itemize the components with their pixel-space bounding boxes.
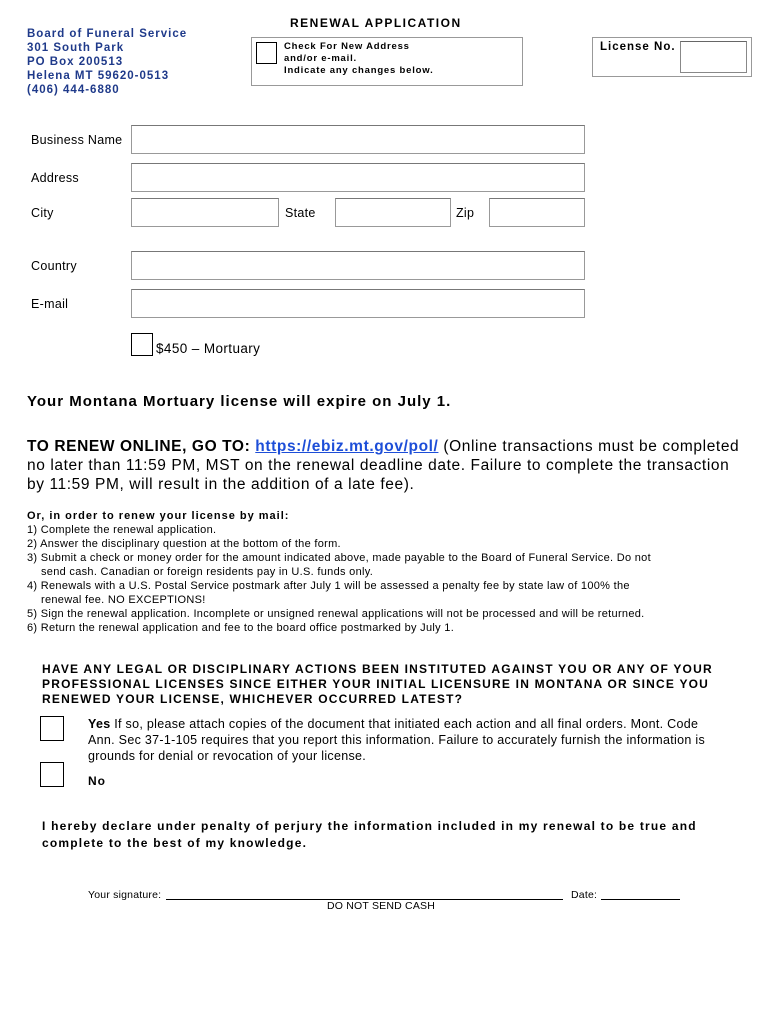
business-name-field[interactable] <box>131 125 585 154</box>
city-field[interactable] <box>131 198 279 227</box>
address-field[interactable] <box>131 163 585 192</box>
mail-step: 6) Return the renewal application and fee to the board office postmarked by July 1. <box>27 622 455 634</box>
mail-step: 4) Renewals with a U.S. Postal Service postmark after July 1 will be assessed a penalty fee by state law of 100% the <box>27 580 630 592</box>
email-field[interactable] <box>131 289 585 318</box>
fee-checkbox[interactable] <box>131 333 153 356</box>
state-field[interactable] <box>335 198 451 227</box>
board-address <box>27 27 187 97</box>
new-address-checkbox[interactable] <box>256 42 277 64</box>
mail-heading: Or, in order to renew your license by mail: <box>27 510 290 522</box>
disciplinary-question: HAVE ANY LEGAL OR DISCIPLINARY ACTIONS BEEN INSTITUTED AGAINST YOU OR ANY OF YOUR PROFESSIONAL LICENSES SINCE EITHER YOUR INITIAL LICENSURE IN MONTANA OR SINCE YOU RENEWED YOUR LICENSE, WHICHEVER OCCURRED LATEST? <box>42 662 713 706</box>
address-label: Address <box>31 171 79 185</box>
signature-line[interactable] <box>166 887 563 900</box>
date-line[interactable] <box>601 887 680 900</box>
board-city: Helena MT 59620-0513 <box>27 70 170 82</box>
email-label: E-mail <box>31 297 69 311</box>
no-label: No <box>88 774 106 788</box>
online-renewal-paragraph <box>27 437 747 494</box>
country-field[interactable] <box>131 251 585 280</box>
no-checkbox[interactable] <box>40 762 64 787</box>
board-name: Board of Funeral Service <box>27 28 188 40</box>
country-label: Country <box>31 259 77 273</box>
yes-checkbox[interactable] <box>40 716 64 741</box>
board-street: 301 South Park <box>27 42 125 54</box>
license-label: License No. <box>600 41 676 53</box>
yes-details: If so, please attach copies of the document that initiated each action and all final orders. Mont. Code Ann. Sec 37-1-105 requires that you report this information. Failure to accurately furnish the information is grounds for denial or revocation of your license. <box>88 717 706 763</box>
business-name-label: Business Name <box>31 133 123 147</box>
new-address-line2: and/or e-mail. <box>284 53 357 64</box>
online-renewal-link[interactable]: https://ebiz.mt.gov/pol/ <box>255 438 439 455</box>
mail-instructions <box>27 509 747 635</box>
board-phone: (406) 444-6880 <box>27 84 120 96</box>
signature-label: Your signature: <box>88 889 162 901</box>
mail-step: 2) Answer the disciplinary question at the bottom of the form. <box>27 538 341 550</box>
mail-step: 1) Complete the renewal application. <box>27 524 217 536</box>
yes-option-text <box>88 716 728 764</box>
footer-note: DO NOT SEND CASH <box>327 900 436 912</box>
mail-step: 3) Submit a check or money order for the amount indicated above, made payable to the Board of Funeral Service. Do not <box>27 552 651 564</box>
expire-notice: Your Montana Mortuary license will expire on July 1. <box>27 393 452 410</box>
zip-label: Zip <box>456 206 475 220</box>
zip-field[interactable] <box>489 198 585 227</box>
new-address-instructions <box>284 41 434 77</box>
online-details: (Online transactions must be completed no later than 11:59 PM, MST on the renewal deadline date. Failure to complete the transaction by 11:59 PM, will result in the addition of a late fee). <box>27 438 740 493</box>
board-po-box: PO Box 200513 <box>27 56 124 68</box>
mail-step: 5) Sign the renewal application. Incomplete or unsigned renewal applications will not be processed and will be returned. <box>27 608 645 620</box>
declaration: I hereby declare under penalty of perjury the information included in my renewal to be true and complete to the best of my knowledge. <box>42 819 697 850</box>
form-title: RENEWAL APPLICATION <box>290 16 462 30</box>
mail-step: send cash. Canadian or foreign residents pay in U.S. funds only. <box>41 566 374 578</box>
online-lead: TO RENEW ONLINE, GO TO: <box>27 438 251 455</box>
new-address-line1: Check For New Address <box>284 41 410 52</box>
fee-label: $450 – Mortuary <box>156 341 261 356</box>
yes-label: Yes <box>88 717 111 731</box>
city-label: City <box>31 206 54 220</box>
license-number-field[interactable] <box>680 41 747 73</box>
state-label: State <box>285 206 316 220</box>
new-address-line3: Indicate any changes below. <box>284 65 434 76</box>
date-label: Date: <box>571 889 598 901</box>
mail-step: renewal fee. NO EXCEPTIONS! <box>41 594 206 606</box>
